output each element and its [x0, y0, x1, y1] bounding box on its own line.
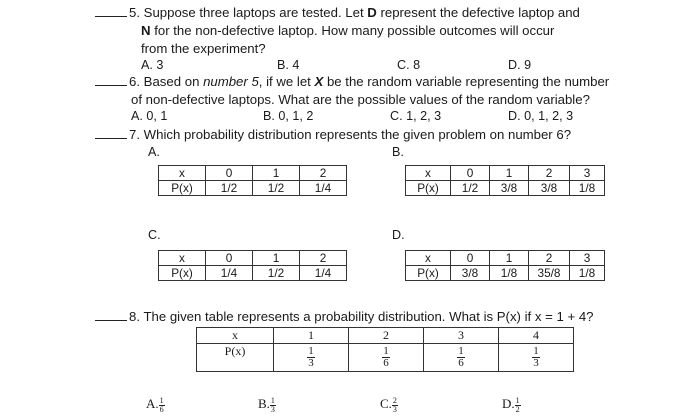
q5-option-b: B. 4	[277, 58, 300, 72]
answer-blank	[95, 310, 127, 321]
fraction: $\frac{1}{3}$	[533, 345, 539, 369]
fraction: $\frac{2}{3}$	[392, 395, 397, 414]
q6-option-d: D. 0, 1, 2, 3	[508, 109, 574, 123]
q7-label-c: C.	[148, 228, 161, 242]
question-6-line-2: of non-defective laptops. What are the possible values of the random variable?	[131, 92, 590, 107]
answer-blank	[95, 75, 127, 86]
question-5-line-1: 5. Suppose three laptops are tested. Let D represent the defective laptop and	[95, 5, 580, 21]
fraction: $\frac{1}{6}$	[383, 345, 389, 369]
q5-option-d: D. 9	[508, 58, 532, 72]
question-6-line-1: 6. Based on number 5, if we let X be the random variable representing the number	[95, 74, 609, 90]
q7-table-d	[405, 250, 605, 281]
table-row: x 0 1 2	[159, 251, 347, 266]
question-5-line-2: N for the non-defective laptop. How many possible outcomes will occur	[141, 23, 555, 38]
question-8-line-1: 8. The given table represents a probability distribution. What is P(x) if x = 1 + 4?	[95, 309, 594, 325]
q8-option-a: A. $\frac{1}{6}$	[146, 395, 164, 414]
answer-blank	[95, 128, 127, 139]
fraction: $\frac{1}{3}$	[270, 395, 275, 414]
q5-option-a: A. 3	[141, 58, 164, 72]
question-7-line-1: 7. Which probability distribution represents the given problem on number 6?	[95, 127, 571, 143]
q7-label-a: A.	[148, 145, 160, 159]
table-row: x 0 1 2	[159, 166, 347, 181]
table-row: P(x) 3/8 1/8 35/8 1/8	[406, 266, 605, 281]
q7-label-d: D.	[392, 228, 405, 242]
fraction: $\frac{1}{6}$	[458, 345, 464, 369]
fraction: $\frac{1}{3}$	[308, 345, 314, 369]
q7-table-c	[158, 250, 347, 281]
q7-table-b	[405, 165, 605, 196]
q6-option-b: B. 0, 1, 2	[263, 109, 314, 123]
fraction: $\frac{1}{6}$	[159, 395, 164, 414]
q7-table-a	[158, 165, 347, 196]
answer-blank	[95, 6, 127, 17]
q6-option-c: C. 1, 2, 3	[390, 109, 442, 123]
table-row: P(x) 1/2 3/8 3/8 1/8	[406, 181, 605, 196]
q8-option-d: D. $\frac{1}{2}$	[502, 395, 520, 414]
q7-label-b: B.	[392, 145, 404, 159]
q6-option-a: A. 0, 1	[131, 109, 168, 123]
q8-option-b: B. $\frac{1}{3}$	[258, 395, 275, 414]
q8-option-c: C. $\frac{2}{3}$	[380, 395, 397, 414]
table-row: P(x) 1/4 1/2 1/4	[159, 266, 347, 281]
q8-table	[196, 327, 574, 372]
table-row: P(x) 1/2 1/2 1/4	[159, 181, 347, 196]
table-row: x 0 1 2 3	[406, 166, 605, 181]
table-row: x 0 1 2 3	[406, 251, 605, 266]
q5-option-c: C. 8	[397, 58, 421, 72]
table-row: x 1 2 3 4	[197, 328, 574, 344]
fraction: $\frac{1}{2}$	[515, 395, 520, 414]
table-row: P(x) $\frac{1}{3}$ $\frac{1}{6}$ $\frac{1}{6}$ $\frac{1}{3}$	[197, 344, 574, 372]
question-5-line-3: from the experiment?	[141, 41, 266, 56]
